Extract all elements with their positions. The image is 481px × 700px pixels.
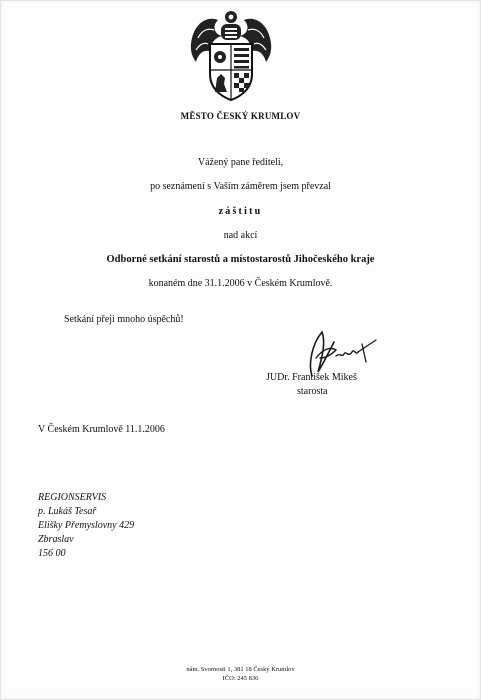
event-intro-line: nad akcí bbox=[223, 230, 258, 241]
recipient-street: Elišky Přemyslovny 429 bbox=[38, 520, 135, 531]
recipient-city: Zbraslav bbox=[38, 534, 74, 545]
recipient-zip: 156 00 bbox=[38, 548, 66, 559]
town-coat-of-arms-icon bbox=[188, 8, 274, 104]
signatory-title: starosta bbox=[297, 386, 328, 397]
patronage-word: záštitu bbox=[218, 206, 263, 217]
event-name: Odborné setkání starostů a místostarostů Jihočeského kraje bbox=[106, 254, 375, 265]
intro-line: po seznámení s Vaším záměrem jsem převzal bbox=[150, 181, 331, 192]
city-name: MĚSTO ČESKÝ KRUMLOV bbox=[180, 111, 301, 121]
footer-ico: IČO: 245 836 bbox=[222, 675, 259, 682]
recipient-company: REGIONSERVIS bbox=[38, 492, 107, 503]
footer-address: nám. Svornosti 1, 381 18 Český Krumlov bbox=[186, 666, 295, 673]
signatory-name: JUDr. František Mikeš bbox=[266, 372, 357, 383]
place-and-date: V Českém Krumlově 11.1.2006 bbox=[38, 424, 165, 435]
event-date-line: konaném dne 31.1.2006 v Českém Krumlově. bbox=[148, 278, 333, 289]
closing-wish: Setkání přeji mnoho úspěchů! bbox=[64, 314, 184, 325]
recipient-person: p. Lukáš Tesař bbox=[38, 506, 97, 517]
salutation: Vážený pane řediteli, bbox=[197, 157, 284, 168]
